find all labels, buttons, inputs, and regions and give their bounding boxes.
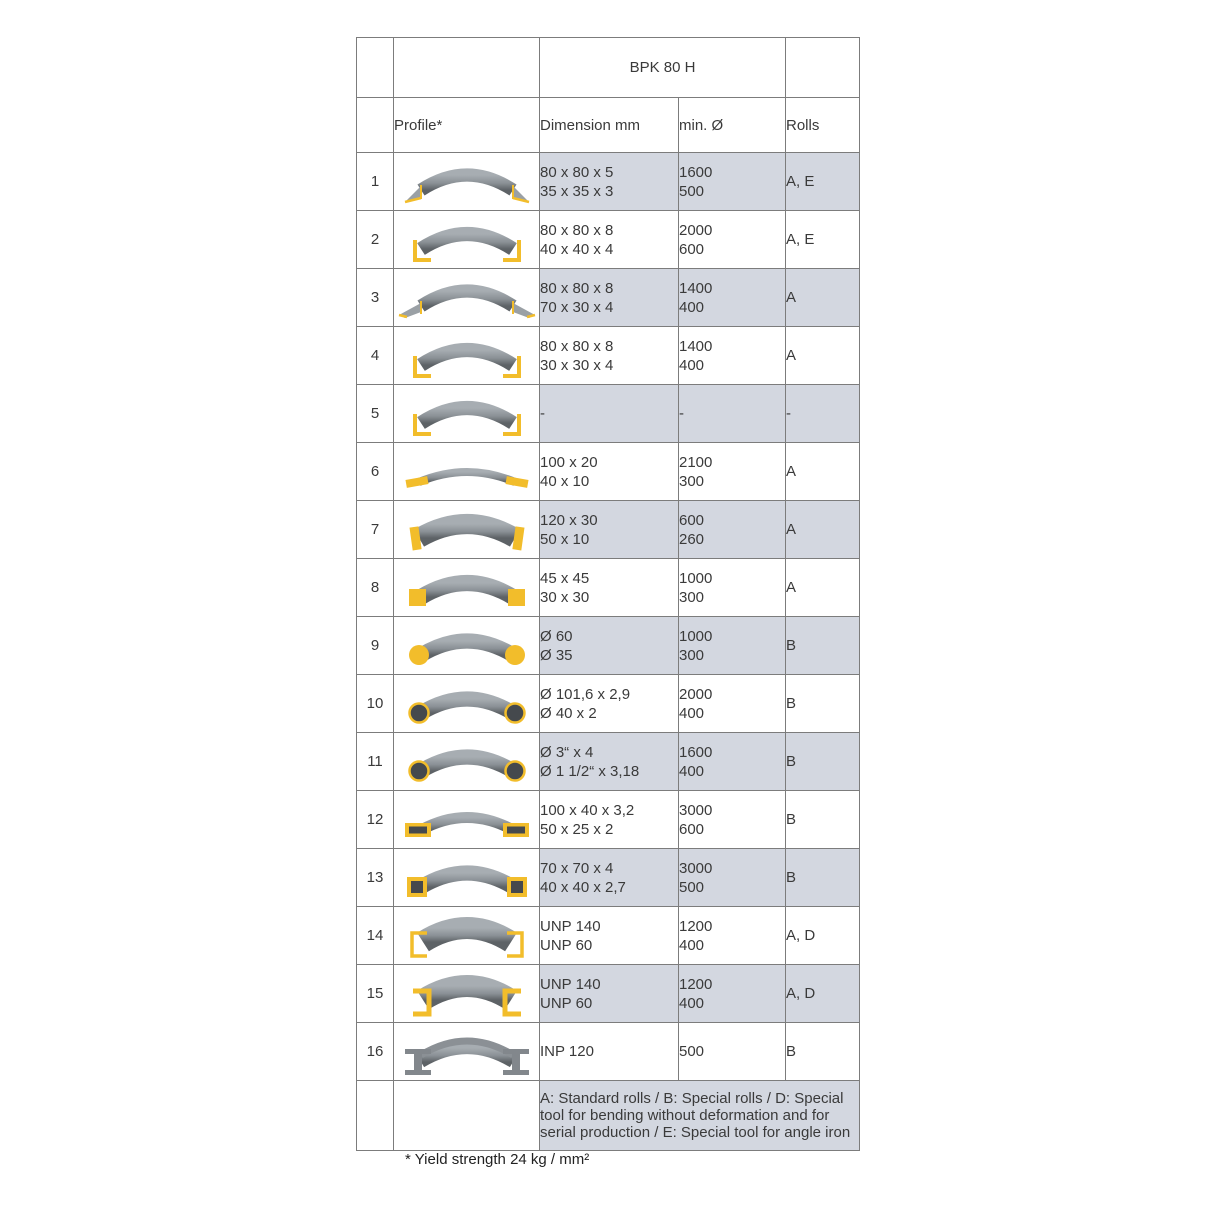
column-header-dimension: Dimension mm bbox=[540, 98, 679, 153]
dimension-value: UNP 140 bbox=[540, 917, 601, 935]
row-number: 6 bbox=[357, 443, 394, 501]
rolls-cell: A bbox=[786, 269, 860, 327]
table-row bbox=[357, 443, 860, 501]
dimension-value: 70 x 30 x 4 bbox=[540, 298, 614, 316]
square-tube-icon bbox=[397, 850, 537, 906]
row-number: 1 bbox=[357, 153, 394, 211]
table-row bbox=[357, 617, 860, 675]
profile-table-body bbox=[357, 153, 860, 1081]
profile-cell bbox=[394, 965, 540, 1023]
min-diameter-cell bbox=[679, 965, 786, 1023]
rolls-cell: A, D bbox=[786, 965, 860, 1023]
dimension-value: 30 x 30 bbox=[540, 588, 590, 606]
dimension-cell bbox=[540, 501, 679, 559]
dimension-cell bbox=[540, 385, 679, 443]
profile-cell bbox=[394, 617, 540, 675]
angle-legs-in-icon bbox=[397, 386, 537, 442]
min-diameter-value: 1000 bbox=[679, 627, 713, 645]
dimension-value: 35 x 35 x 3 bbox=[540, 182, 614, 200]
min-diameter-value: 1000 bbox=[679, 569, 713, 587]
angle-legs-out-icon bbox=[397, 154, 537, 210]
dimension-cell bbox=[540, 327, 679, 385]
rolls-cell: A bbox=[786, 443, 860, 501]
rolls-cell: B bbox=[786, 849, 860, 907]
min-diameter-value: 2100 bbox=[679, 453, 713, 471]
dimension-cell bbox=[540, 733, 679, 791]
table-row bbox=[357, 965, 860, 1023]
min-diameter-value: 300 bbox=[679, 588, 705, 606]
row-number: 11 bbox=[357, 733, 394, 791]
min-diameter-cell bbox=[679, 1023, 786, 1081]
min-diameter-cell bbox=[679, 733, 786, 791]
table-row bbox=[357, 675, 860, 733]
table-row bbox=[357, 907, 860, 965]
dimension-value: 50 x 10 bbox=[540, 530, 590, 548]
empty-cell bbox=[357, 98, 394, 153]
dimension-value: 40 x 40 x 4 bbox=[540, 240, 614, 258]
profile-cell bbox=[394, 269, 540, 327]
table-header bbox=[357, 38, 860, 153]
table-title: BPK 80 H bbox=[540, 38, 786, 98]
dimension-cell bbox=[540, 965, 679, 1023]
profile-cell bbox=[394, 385, 540, 443]
min-diameter-cell bbox=[679, 211, 786, 269]
rolls-cell: - bbox=[786, 385, 860, 443]
empty-cell bbox=[357, 38, 394, 98]
min-diameter-value: 500 bbox=[679, 182, 705, 200]
table-footer bbox=[357, 1081, 860, 1151]
row-number: 9 bbox=[357, 617, 394, 675]
dimension-cell bbox=[540, 269, 679, 327]
dimension-value: 70 x 70 x 4 bbox=[540, 859, 614, 877]
row-number: 14 bbox=[357, 907, 394, 965]
dimension-cell bbox=[540, 849, 679, 907]
row-number: 10 bbox=[357, 675, 394, 733]
flat-bar-easy-way-icon bbox=[397, 444, 537, 500]
profile-cell bbox=[394, 153, 540, 211]
min-diameter-value: 400 bbox=[679, 356, 705, 374]
dimension-cell bbox=[540, 211, 679, 269]
profile-cell bbox=[394, 443, 540, 501]
empty-cell bbox=[357, 1081, 394, 1151]
min-diameter-cell bbox=[679, 907, 786, 965]
empty-cell bbox=[394, 1081, 540, 1151]
row-number: 5 bbox=[357, 385, 394, 443]
dimension-cell bbox=[540, 153, 679, 211]
dimension-cell bbox=[540, 1023, 679, 1081]
dimension-value: 80 x 80 x 5 bbox=[540, 163, 614, 181]
profile-cell bbox=[394, 327, 540, 385]
min-diameter-value: 600 bbox=[679, 511, 705, 529]
dimension-value: Ø 60 bbox=[540, 627, 573, 645]
table-row bbox=[357, 559, 860, 617]
dimension-value: 30 x 30 x 4 bbox=[540, 356, 614, 374]
table-row bbox=[357, 791, 860, 849]
column-header-profile: Profile* bbox=[394, 98, 540, 153]
min-diameter-value: 400 bbox=[679, 704, 705, 722]
rolls-cell: A, D bbox=[786, 907, 860, 965]
min-diameter-value: 500 bbox=[679, 1043, 705, 1060]
round-tube-icon bbox=[397, 734, 537, 790]
row-number: 2 bbox=[357, 211, 394, 269]
table-row bbox=[357, 1023, 860, 1081]
min-diameter-value: 500 bbox=[679, 878, 705, 896]
profile-cell bbox=[394, 791, 540, 849]
profile-cell bbox=[394, 733, 540, 791]
i-beam-icon bbox=[397, 1024, 537, 1080]
min-diameter-value: 300 bbox=[679, 646, 705, 664]
dimension-value: INP 120 bbox=[540, 1043, 594, 1060]
rolls-cell: A bbox=[786, 501, 860, 559]
min-diameter-value: 400 bbox=[679, 298, 705, 316]
rolls-cell: B bbox=[786, 617, 860, 675]
table-row bbox=[357, 211, 860, 269]
rolls-legend: A: Standard rolls / B: Special rolls / D: Special tool for bending without deformation and for serial production / E: Special tool for angle iron bbox=[540, 1081, 860, 1151]
column-header-min-diameter: min. Ø bbox=[679, 98, 786, 153]
profile-cell bbox=[394, 675, 540, 733]
dimension-cell bbox=[540, 907, 679, 965]
min-diameter-value: 1600 bbox=[679, 743, 713, 761]
table-row bbox=[357, 501, 860, 559]
profile-cell bbox=[394, 559, 540, 617]
min-diameter-value: 2000 bbox=[679, 685, 713, 703]
table-row bbox=[357, 153, 860, 211]
dimension-value: 80 x 80 x 8 bbox=[540, 337, 614, 355]
profile-spec-table bbox=[356, 37, 860, 1151]
dimension-value: - bbox=[540, 405, 545, 422]
yield-strength-footnote: * Yield strength 24 kg / mm² bbox=[405, 1151, 590, 1168]
row-number: 3 bbox=[357, 269, 394, 327]
min-diameter-value: 600 bbox=[679, 820, 705, 838]
row-number: 13 bbox=[357, 849, 394, 907]
min-diameter-value: 400 bbox=[679, 762, 705, 780]
min-diameter-cell bbox=[679, 501, 786, 559]
table-row bbox=[357, 327, 860, 385]
min-diameter-value: 1200 bbox=[679, 975, 713, 993]
min-diameter-value: 3000 bbox=[679, 801, 713, 819]
flat-bar-hard-way-icon bbox=[397, 502, 537, 558]
rolls-cell: A, E bbox=[786, 211, 860, 269]
dimension-cell bbox=[540, 675, 679, 733]
column-header-row bbox=[357, 98, 860, 153]
min-diameter-cell bbox=[679, 849, 786, 907]
dimension-value: UNP 60 bbox=[540, 994, 593, 1012]
profile-cell bbox=[394, 849, 540, 907]
dimension-value: Ø 40 x 2 bbox=[540, 704, 597, 722]
row-number: 12 bbox=[357, 791, 394, 849]
min-diameter-cell bbox=[679, 617, 786, 675]
round-bar-icon bbox=[397, 618, 537, 674]
dimension-cell bbox=[540, 443, 679, 501]
dimension-value: 120 x 30 bbox=[540, 511, 598, 529]
table-row bbox=[357, 385, 860, 443]
rolls-cell: B bbox=[786, 791, 860, 849]
rolls-cell: A bbox=[786, 327, 860, 385]
row-number: 16 bbox=[357, 1023, 394, 1081]
min-diameter-value: 1200 bbox=[679, 917, 713, 935]
dimension-value: UNP 140 bbox=[540, 975, 601, 993]
tee-profile-icon bbox=[397, 270, 537, 326]
u-channel-legs-out-icon bbox=[397, 908, 537, 964]
empty-cell bbox=[394, 38, 540, 98]
profile-cell bbox=[394, 907, 540, 965]
dimension-value: Ø 101,6 x 2,9 bbox=[540, 685, 631, 703]
dimension-value: 40 x 40 x 2,7 bbox=[540, 878, 626, 896]
rolls-cell: A bbox=[786, 559, 860, 617]
rolls-cell: B bbox=[786, 1023, 860, 1081]
dimension-value: 50 x 25 x 2 bbox=[540, 820, 614, 838]
min-diameter-cell bbox=[679, 327, 786, 385]
min-diameter-value: 1400 bbox=[679, 337, 713, 355]
row-number: 8 bbox=[357, 559, 394, 617]
table-row bbox=[357, 269, 860, 327]
title-row bbox=[357, 38, 860, 98]
dimension-value: 45 x 45 bbox=[540, 569, 590, 587]
dimension-value: Ø 35 bbox=[540, 646, 573, 664]
empty-cell bbox=[786, 38, 860, 98]
min-diameter-value: 600 bbox=[679, 240, 705, 258]
rolls-cell: B bbox=[786, 733, 860, 791]
min-diameter-cell bbox=[679, 791, 786, 849]
angle-legs-in-icon bbox=[397, 328, 537, 384]
min-diameter-cell bbox=[679, 153, 786, 211]
min-diameter-value: 260 bbox=[679, 530, 705, 548]
dimension-value: 100 x 20 bbox=[540, 453, 598, 471]
rectangular-tube-icon bbox=[397, 792, 537, 848]
dimension-value: 80 x 80 x 8 bbox=[540, 279, 614, 297]
min-diameter-value: 3000 bbox=[679, 859, 713, 877]
row-number: 4 bbox=[357, 327, 394, 385]
min-diameter-value: 300 bbox=[679, 472, 705, 490]
row-number: 7 bbox=[357, 501, 394, 559]
min-diameter-value: 2000 bbox=[679, 221, 713, 239]
dimension-value: Ø 1 1/2“ x 3,18 bbox=[540, 762, 640, 780]
min-diameter-value: - bbox=[679, 405, 684, 422]
dimension-cell bbox=[540, 791, 679, 849]
min-diameter-value: 1400 bbox=[679, 279, 713, 297]
min-diameter-value: 400 bbox=[679, 936, 705, 954]
dimension-value: 40 x 10 bbox=[540, 472, 590, 490]
profile-cell bbox=[394, 501, 540, 559]
square-bar-icon bbox=[397, 560, 537, 616]
legend-row bbox=[357, 1081, 860, 1151]
min-diameter-cell bbox=[679, 385, 786, 443]
rolls-cell: A, E bbox=[786, 153, 860, 211]
dimension-value: Ø 3“ x 4 bbox=[540, 743, 594, 761]
min-diameter-cell bbox=[679, 443, 786, 501]
rolls-cell: B bbox=[786, 675, 860, 733]
u-channel-legs-in-icon bbox=[397, 966, 537, 1022]
profile-cell bbox=[394, 211, 540, 269]
angle-legs-in-icon bbox=[397, 212, 537, 268]
dimension-cell bbox=[540, 617, 679, 675]
dimension-value: 80 x 80 x 8 bbox=[540, 221, 614, 239]
dimension-value: 100 x 40 x 3,2 bbox=[540, 801, 635, 819]
round-tube-icon bbox=[397, 676, 537, 732]
min-diameter-cell bbox=[679, 269, 786, 327]
min-diameter-cell bbox=[679, 675, 786, 733]
table-row bbox=[357, 849, 860, 907]
min-diameter-cell bbox=[679, 559, 786, 617]
profile-cell bbox=[394, 1023, 540, 1081]
min-diameter-value: 1600 bbox=[679, 163, 713, 181]
column-header-rolls: Rolls bbox=[786, 98, 860, 153]
dimension-value: UNP 60 bbox=[540, 936, 593, 954]
dimension-cell bbox=[540, 559, 679, 617]
row-number: 15 bbox=[357, 965, 394, 1023]
min-diameter-value: 400 bbox=[679, 994, 705, 1012]
table-row bbox=[357, 733, 860, 791]
